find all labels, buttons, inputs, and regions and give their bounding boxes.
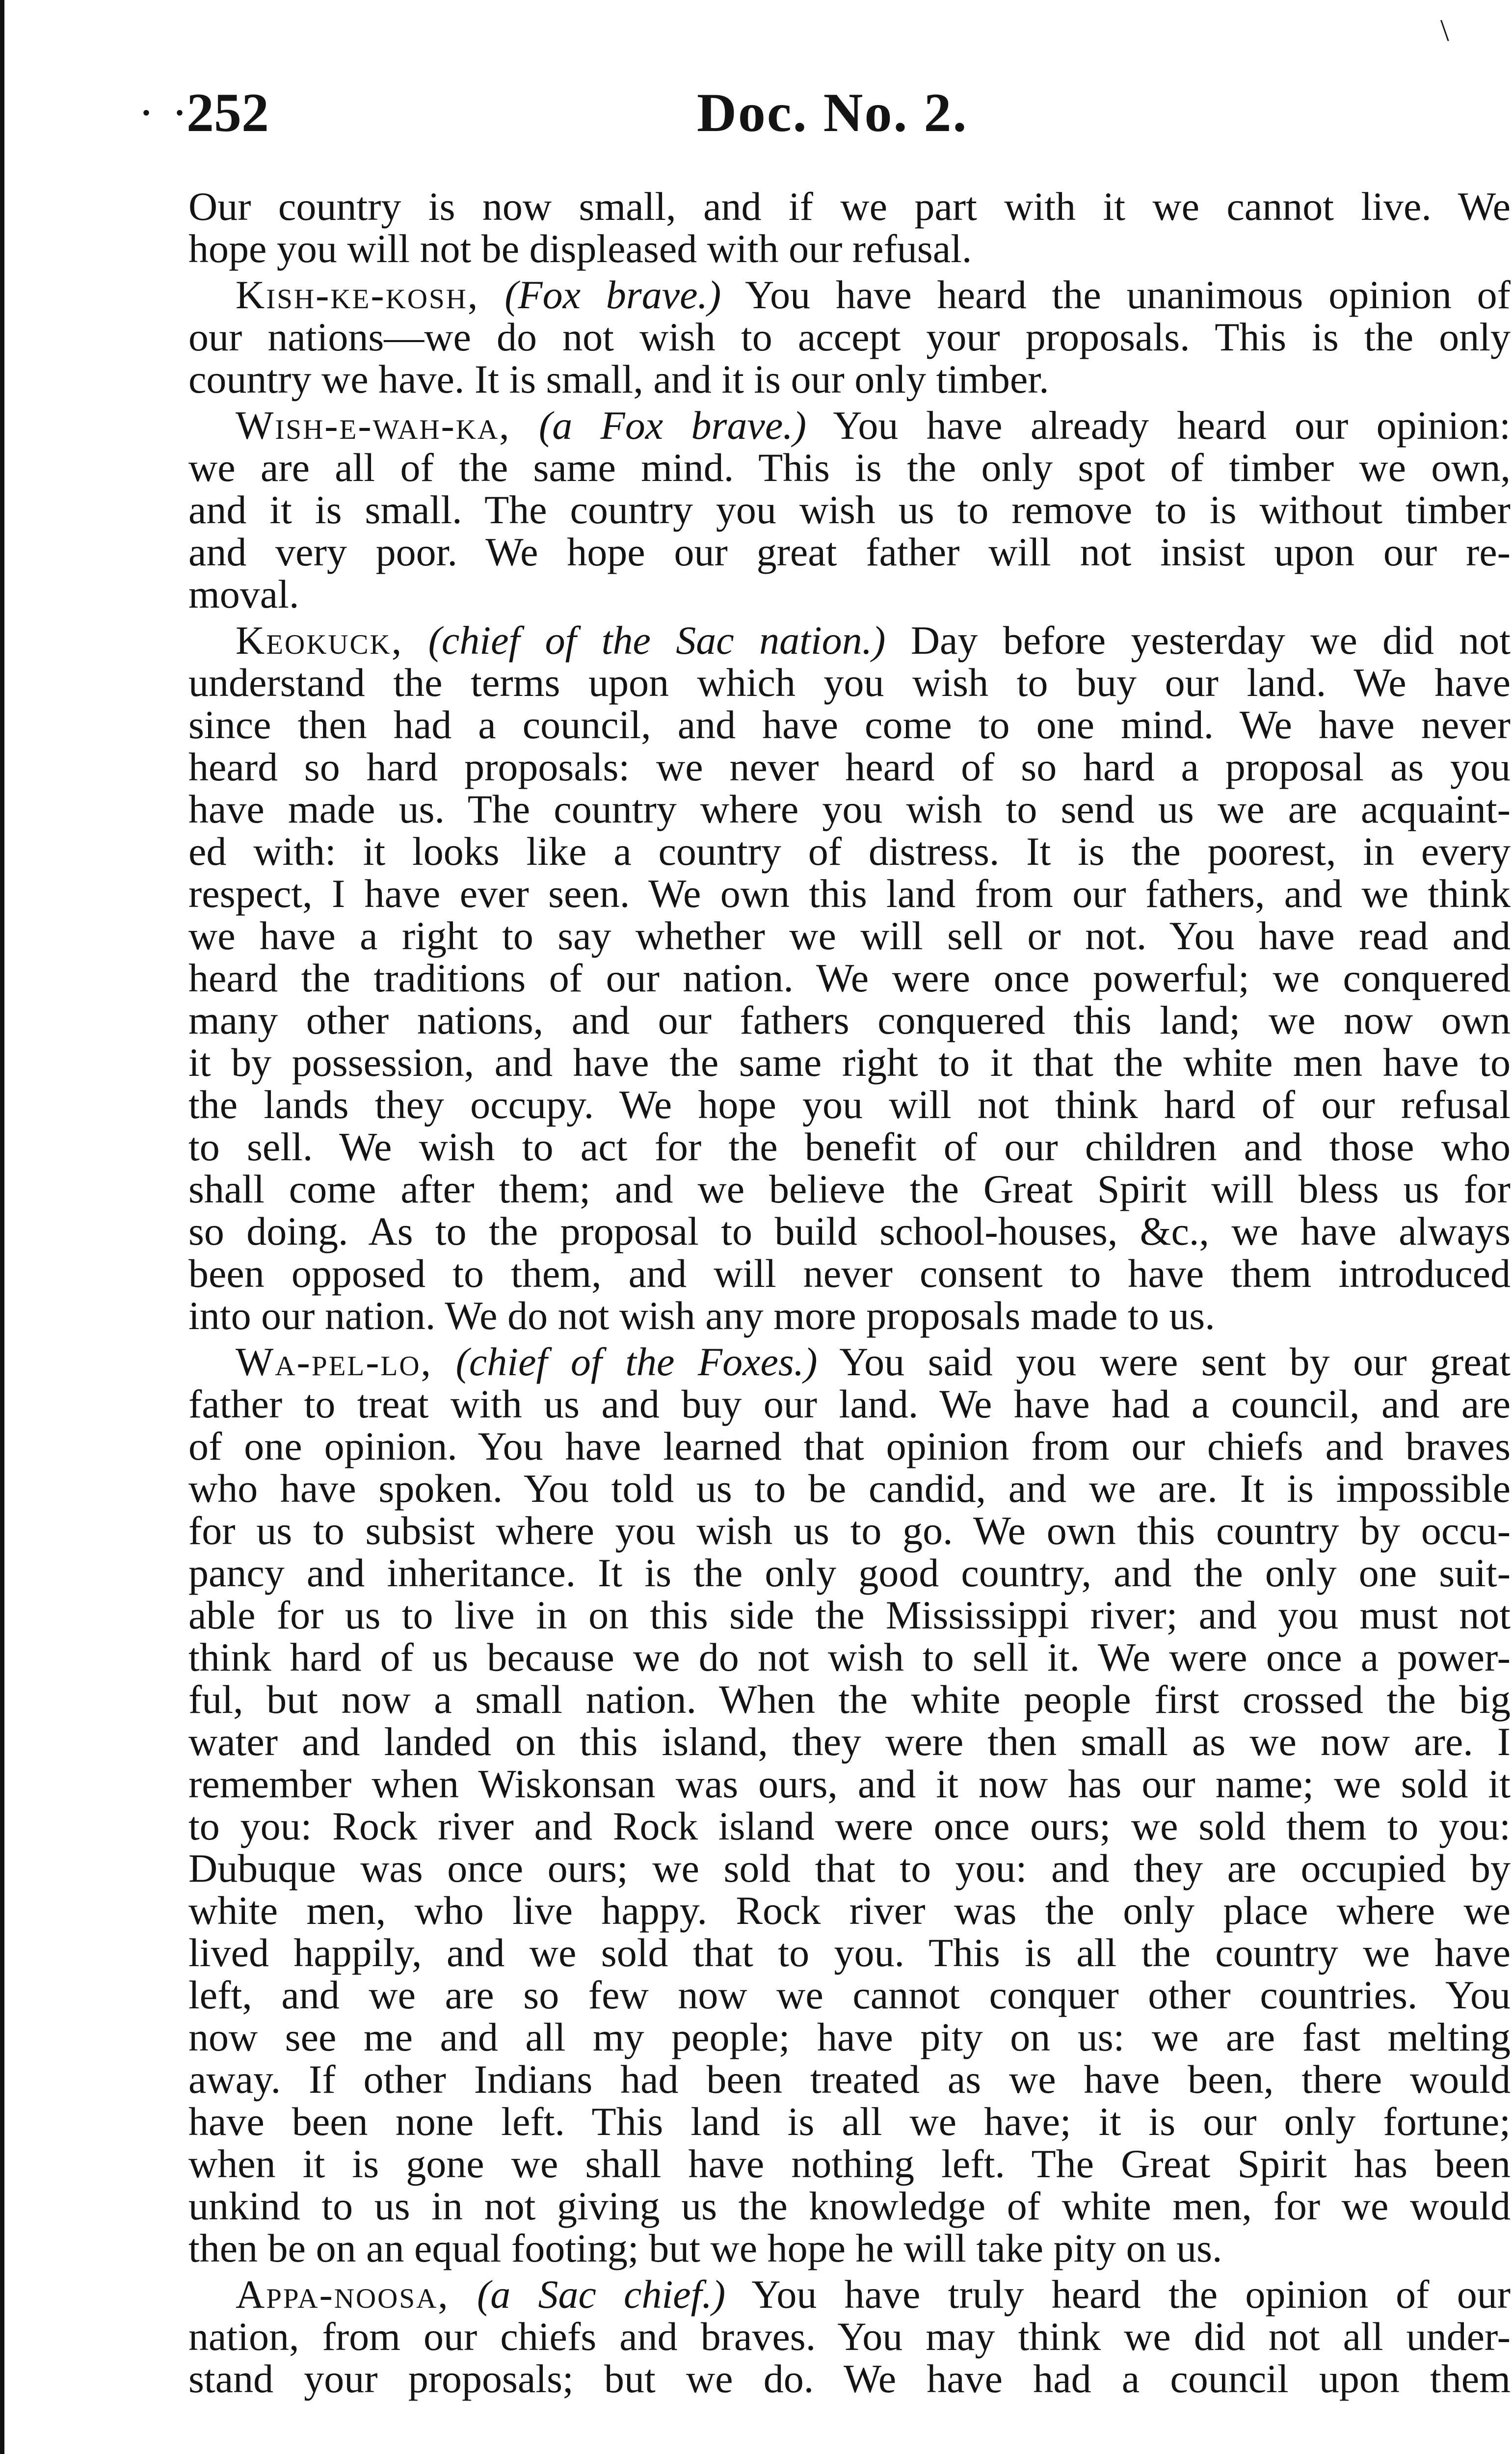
text-line: away. If other Indians had been treated as we have been, there would <box>188 2057 1511 2102</box>
text-line: pancy and inheritance. It is the only good country, and the only one suit- <box>188 1550 1511 1595</box>
speaker-name: Wa-pel-lo, <box>236 1339 432 1384</box>
text-line: left, and we are so few now we cannot conquer other countries. You <box>188 1973 1511 2017</box>
speaker-role: (chief of the Sac nation.) <box>428 618 886 663</box>
text-line: white men, who live happy. Rock river was the only place where we <box>188 1888 1511 1933</box>
text-line: hope you will not be displeased with our refusal. <box>188 226 972 271</box>
speech-first-line <box>188 1341 1511 1383</box>
text-line: to sell. We wish to act for the benefit of our children and those who <box>188 1124 1511 1169</box>
text-line: so doing. As to the proposal to build school-houses, &c., we have always <box>188 1209 1511 1254</box>
speaker-role: (chief of the Foxes.) <box>455 1339 818 1384</box>
speaker-name: Kish-ke-kosh, <box>236 272 479 317</box>
speech-first-line <box>188 2273 1511 2316</box>
speaker-role: (a Sac chief.) <box>477 2272 726 2317</box>
text-line: moval. <box>188 572 299 616</box>
text-line: understand the terms upon which you wish to buy our land. We have <box>188 660 1511 705</box>
speaker-role: (Fox brave.) <box>504 272 721 317</box>
text-line: into our nation. We do not wish any more proposals made to us. <box>188 1293 1215 1338</box>
header-dots: · · <box>138 86 190 139</box>
body-text <box>188 186 1511 2400</box>
text-line: our nations—we do not wish to accept your proposals. This is the only <box>188 315 1511 359</box>
speech-text: You have heard the unanimous opinion of <box>745 272 1511 317</box>
text-line: able for us to live in on this side the Mississippi river; and you must not <box>188 1593 1511 1637</box>
speech-text: You have already heard our opinion: <box>833 403 1511 448</box>
text-line: heard so hard proposals: we never heard of so hard a proposal as you <box>188 745 1511 789</box>
text-line: respect, I have ever seen. We own this land from our fathers, and we think <box>188 871 1511 916</box>
text-line: heard the traditions of our nation. We were once powerful; we conquered <box>188 956 1511 1000</box>
page-number: 252 <box>186 82 269 143</box>
speech-text: Day before yesterday we did not <box>910 618 1511 663</box>
corner-mark: \ <box>1440 13 1449 48</box>
speech-first-line <box>188 274 1511 316</box>
text-line: many other nations, and our fathers conquered this land; we now own <box>188 998 1511 1042</box>
text-line: now see me and all my people; have pity on us: we are fast melting <box>188 2015 1511 2059</box>
page-header <box>0 83 1512 152</box>
text-line: stand your proposals; but we do. We have had a council upon them <box>188 2356 1511 2401</box>
text-line: to you: Rock river and Rock island were once ours; we sold them to you: <box>188 1804 1511 1848</box>
text-line: and very poor. We hope our great father will not insist upon our re- <box>188 530 1511 574</box>
text-line: since then had a council, and have come to one mind. We have never <box>188 702 1511 747</box>
speech-text: You have truly heard the opinion of our <box>751 2272 1511 2317</box>
text-line: for us to subsist where you wish us to go. We own this country by occu- <box>188 1508 1511 1553</box>
text-line: think hard of us because we do not wish to sell it. We were once a power- <box>188 1635 1511 1680</box>
speaker-name: Appa-noosa, <box>236 2272 450 2317</box>
text-line: remember when Wiskonsan was ours, and it now has our name; we sold it <box>188 1761 1511 1806</box>
speech-first-line <box>188 404 1511 447</box>
text-line: water and landed on this island, they were then small as we now are. I <box>188 1719 1511 1764</box>
text-line: ed with: it looks like a country of distress. It is the poorest, in every <box>188 829 1511 874</box>
text-line: ful, but now a small nation. When the white people first crossed the big <box>188 1677 1511 1722</box>
text-line: Our country is now small, and if we part with it we cannot live. We <box>188 184 1511 229</box>
text-line: Dubuque was once ours; we sold that to you: and they are occupied by <box>188 1846 1511 1891</box>
text-line: the lands they occupy. We hope you will not think hard of our refusal <box>188 1082 1511 1127</box>
text-line: unkind to us in not giving us the knowledge of white men, for we would <box>188 2184 1511 2228</box>
text-line: have made us. The country where you wish to send us we are acquaint- <box>188 787 1511 831</box>
running-title: Doc. No. 2. <box>697 82 968 143</box>
speaker-name: Keokuck, <box>236 618 403 663</box>
left-margin-rule <box>0 0 4 2454</box>
text-line: of one opinion. You have learned that opinion from our chiefs and braves <box>188 1424 1511 1468</box>
text-line: nation, from our chiefs and braves. You may think we did not all under- <box>188 2314 1511 2359</box>
text-line: shall come after them; and we believe the Great Spirit will bless us for <box>188 1167 1511 1211</box>
text-line: we have a right to say whether we will sell or not. You have read and <box>188 913 1511 958</box>
text-line: father to treat with us and buy our land. We have had a council, and are <box>188 1382 1511 1426</box>
text-line: we are all of the same mind. This is the only spot of timber we own, <box>188 445 1511 490</box>
text-line: and it is small. The country you wish us to remove to is without timber <box>188 487 1511 532</box>
text-line: when it is gone we shall have nothing left. The Great Spirit has been <box>188 2141 1511 2186</box>
text-line: lived happily, and we sold that to you. This is all the country we have <box>188 1930 1511 1975</box>
text-line: country we have. It is small, and it is our only timber. <box>188 357 1049 401</box>
text-line: it by possession, and have the same right to it that the white men have to <box>188 1040 1511 1085</box>
speaker-role: (a Fox brave.) <box>539 403 807 448</box>
text-line: have been none left. This land is all we have; it is our only fortune; <box>188 2099 1511 2144</box>
speech-text: You said you were sent by our great <box>839 1339 1511 1384</box>
speech-first-line <box>188 619 1511 662</box>
text-line: then be on an equal footing; but we hope he will take pity on us. <box>188 2226 1222 2270</box>
speaker-name: Wish-e-wah-ka, <box>236 403 511 448</box>
text-line: been opposed to them, and will never consent to have them introduced <box>188 1251 1511 1296</box>
text-line: who have spoken. You told us to be candid, and we are. It is impossible <box>188 1466 1511 1511</box>
